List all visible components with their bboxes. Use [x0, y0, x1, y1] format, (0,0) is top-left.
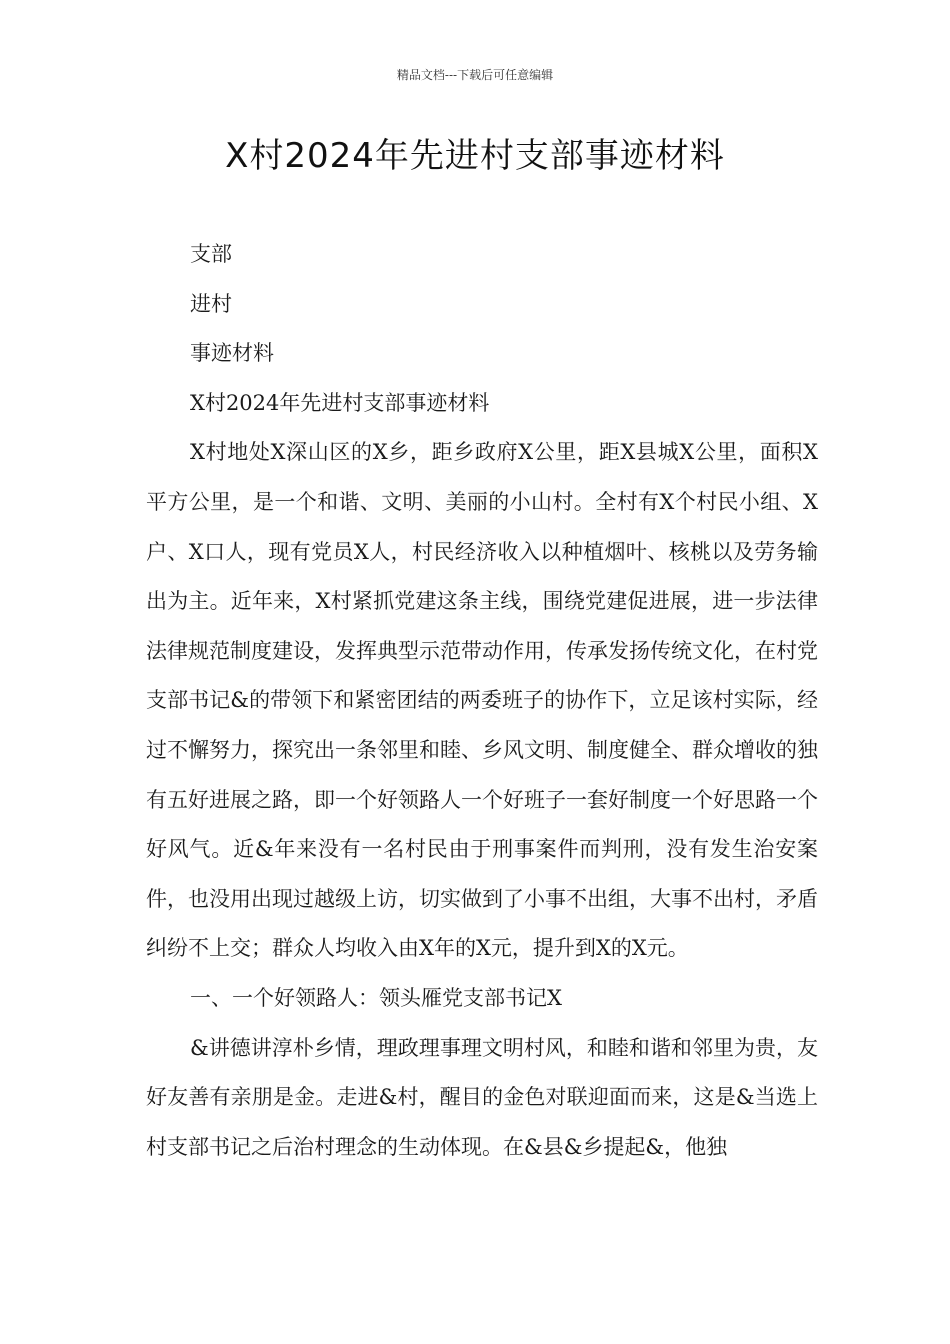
document-title: X村2024年先进村支部事迹材料 [225, 136, 725, 176]
header-note: 精品文档---下载后可任意编辑 [396, 68, 554, 82]
subtitle: X村2024年先进村支部事迹材料 [190, 390, 490, 415]
paragraph-intro: X村地处X深山区的X乡，距乡政府X公里，距X县城X公里，面积X平方公里，是一个和谐、文明、美丽的小山村。全村有X个村民小组、X户、X口人，现有党员X人，村民经济收入以种植烟叶、核桃以及劳务输出为主。近年来，X村紧抓党建这条主线，围绕党建促进展，进一步法律法律规范制度建设，发挥典型示范带动作用，传承发扬传统文化，在村党支部书记&的带领下和紧密团结的两委班子的协作下，立足该村实际，经过不懈努力，探究出一条邻里和睦、乡风文明、制度健全、群众增收的独有五好进展之路，即一个好领路人一个好班子一套好制度一个好思路一个好风气。近&年来没有一名村民由于刑事案件而判刑，没有发生治安案件，也没用出现过越级上访，切实做到了小事不出组，大事不出村，矛盾纠纷不上交；群众人均收入由X年的X元，提升到X的X元。 [146, 440, 818, 961]
section-heading: 一、一个好领路人：领头雁党支部书记X [190, 985, 562, 1010]
keyword-line: 支部 [190, 242, 232, 266]
keyword-line: 事迹材料 [190, 341, 274, 366]
keyword-line: 进村 [190, 291, 232, 316]
document-body [146, 230, 818, 1172]
paragraph-section1: &讲德讲淳朴乡情，理政理事理文明村风，和睦和谐和邻里为贵，友好友善有亲朋是金。走进&村，醒目的金色对联迎面而来，这是&当选上村支部书记之后治村理念的生动体现。在&县&乡提起&，他独 [146, 1035, 818, 1159]
